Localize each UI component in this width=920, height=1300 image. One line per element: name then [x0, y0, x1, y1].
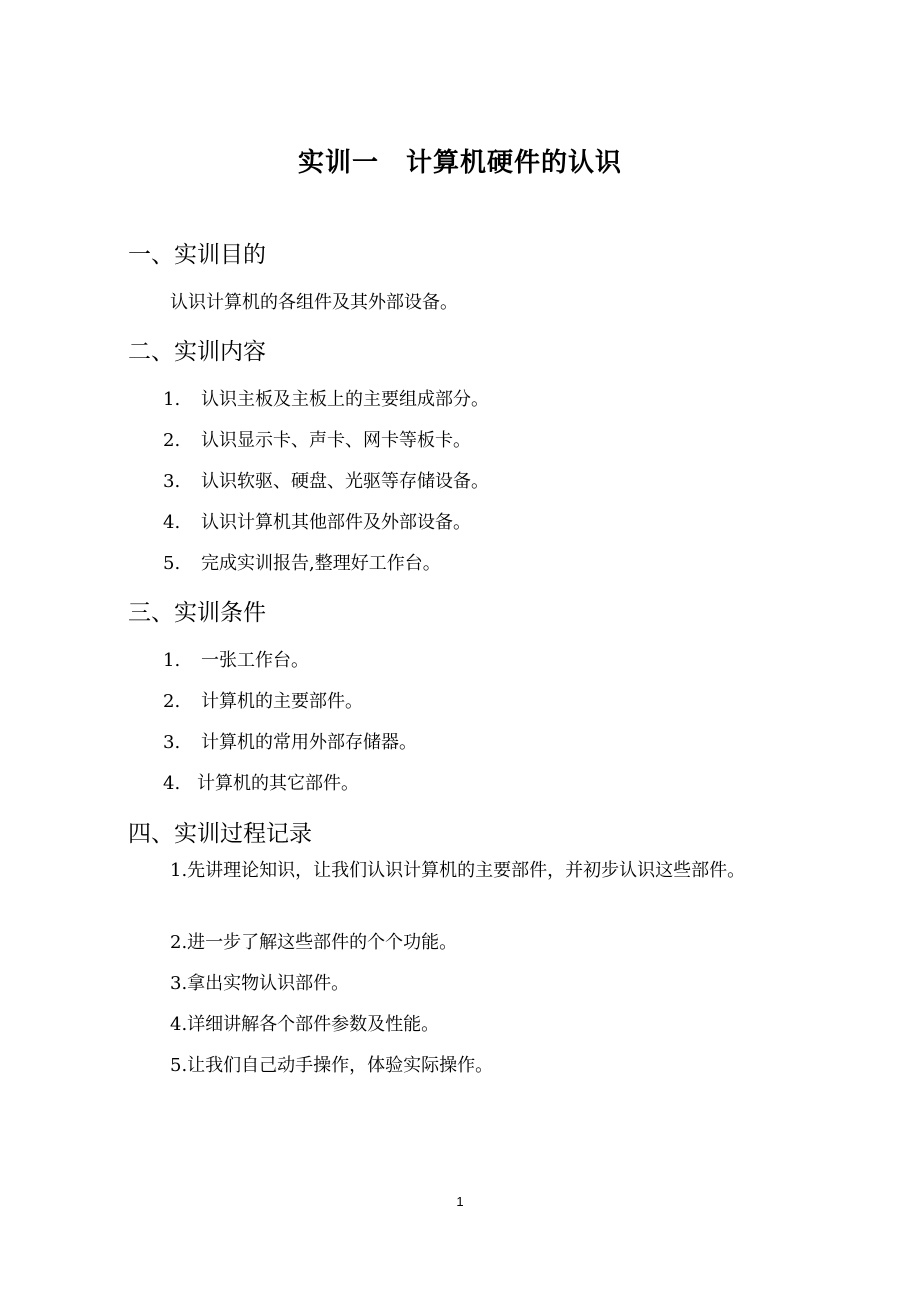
list-item-number: 3.: [163, 732, 181, 753]
list-item-text: 完成实训报告,整理好工作台。: [201, 553, 441, 574]
list-item-number: 1.: [163, 650, 181, 671]
list-item-text: 认识计算机其他部件及外部设备。: [201, 512, 471, 533]
list-item-text: 计算机的常用外部存储器。: [201, 732, 417, 753]
list-item-number: 1.: [163, 389, 181, 410]
process-item: 5.让我们自己动手操作，体验实际操作。: [170, 1055, 494, 1076]
process-item: 1.先讲理论知识，让我们认识计算机的主要部件，并初步认识这些部件。: [170, 860, 746, 881]
list-item-text: 认识软驱、硬盘、光驱等存储设备。: [201, 471, 489, 492]
page-title: 实训一 计算机硬件的认识: [297, 148, 622, 178]
list-item: [163, 769, 359, 795]
list-item: [163, 646, 309, 672]
process-item: 2.进一步了解这些部件的个个功能。: [170, 932, 458, 953]
section-heading-process: 四、实训过程记录: [128, 821, 312, 847]
list-item: [163, 385, 489, 411]
list-item: [163, 426, 471, 452]
list-item-number: 3.: [163, 471, 181, 492]
process-item: 3.拿出实物认识部件。: [170, 973, 350, 994]
list-item-text: 认识主板及主板上的主要组成部分。: [201, 389, 489, 410]
section-heading-conditions: 三、实训条件: [128, 600, 266, 626]
section-heading-purpose: 一、实训目的: [128, 242, 266, 268]
list-item: [163, 687, 363, 713]
list-item-number: 4.: [163, 773, 181, 794]
process-item: 4.详细讲解各个部件参数及性能。: [170, 1014, 440, 1035]
page-number: 1: [456, 1194, 464, 1209]
section-heading-content: 二、实训内容: [128, 339, 266, 365]
list-item: [163, 508, 471, 534]
list-item-text: 计算机的其它部件。: [197, 773, 359, 794]
list-item: [163, 728, 417, 754]
purpose-text: 认识计算机的各组件及其外部设备。: [170, 292, 458, 313]
list-item-number: 4.: [163, 512, 181, 533]
list-item-text: 一张工作台。: [201, 650, 309, 671]
list-item-number: 2.: [163, 691, 181, 712]
list-item: [163, 549, 441, 575]
list-item-number: 5.: [163, 553, 181, 574]
list-item-number: 2.: [163, 430, 181, 451]
list-item: [163, 467, 489, 493]
list-item-text: 认识显示卡、声卡、网卡等板卡。: [201, 430, 471, 451]
list-item-text: 计算机的主要部件。: [201, 691, 363, 712]
